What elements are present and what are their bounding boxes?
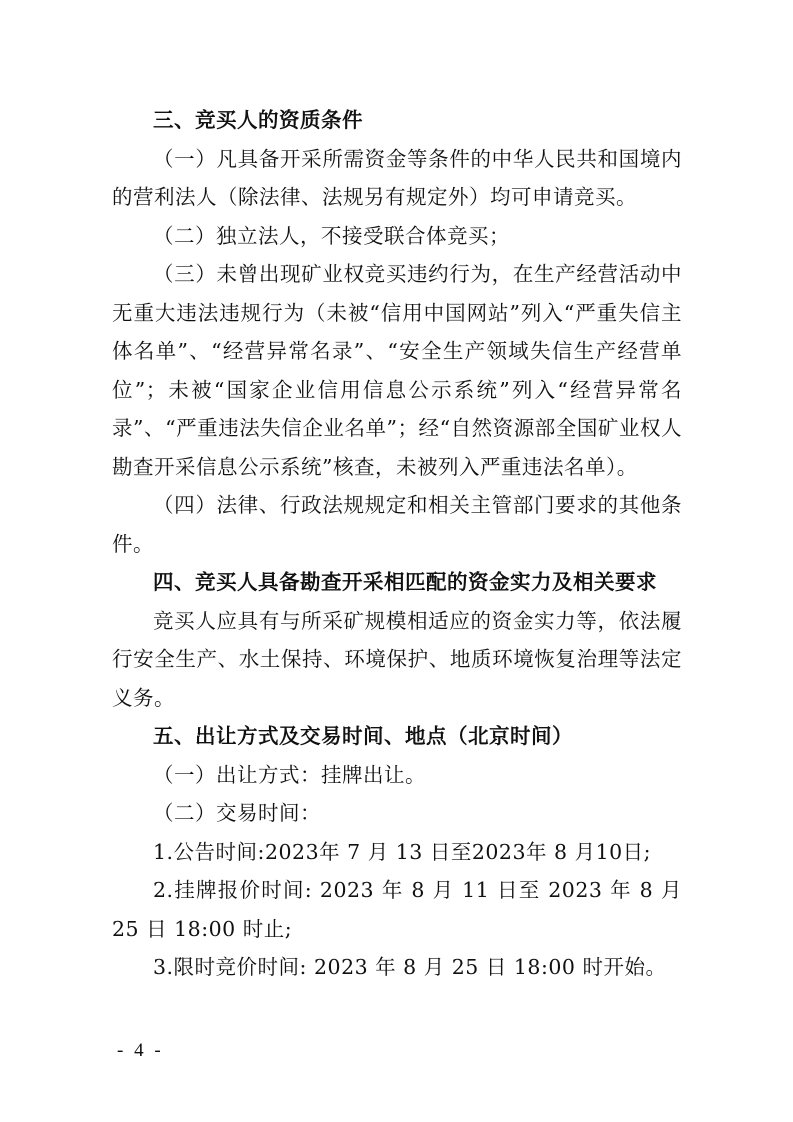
paragraph-item-4: （四）法律、行政法规规定和相关主管部门要求的其他条件。: [112, 493, 682, 556]
paragraph-trading-time: （二）交易时间：: [153, 801, 321, 825]
section-heading-financial: 四、竞买人具备勘查开采相匹配的资金实力及相关要求: [153, 570, 657, 594]
paragraph-listing-time: 2.挂牌报价时间: 2023 年 8 月 11 日至 2023 年 8 月 25 日 18:00 时止;: [112, 878, 682, 941]
section-heading-transfer: 五、出让方式及交易时间、地点（北京时间）: [153, 724, 573, 748]
section-heading-qualifications: 三、竞买人的资质条件: [153, 108, 363, 132]
page-number: - 4 -: [117, 1040, 164, 1061]
paragraph-announcement-time: 1.公告时间:2023年 7 月 13 日至2023年 8 月10日;: [153, 839, 652, 864]
paragraph-item-1: （一）凡具备开采所需资金等条件的中华人民共和国境内的营利法人（除法律、法规另有规定外）均可申请竞买。: [112, 146, 682, 209]
paragraph-transfer-method: （一）出让方式：挂牌出让。: [153, 762, 426, 787]
paragraph-item-2: （二）独立法人，不接受联合体竞买；: [153, 223, 510, 248]
paragraph-item-3: （三）未曾出现矿业权竞买违约行为，在生产经营活动中无重大违法违规行为（未被“信用中国网站”列入“严重失信主体名单”、“经营异常名录”、“安全生产领域失信生产经营单位”；未被“国家企业信用信息公示系统”列入“经营异常名录”、“严重违法失信企业名单”；经“自然资源部全国矿业权人勘查开采信息公示系统”核查，未被列入严重违法名单）。: [112, 262, 682, 479]
document-body: [112, 101, 682, 987]
paragraph-financial: 竞买人应具有与所采矿规模相适应的资金实力等，依法履行安全生产、水土保持、环境保护、地质环境恢复治理等法定义务。: [112, 608, 682, 710]
paragraph-auction-time: 3.限时竞价时间: 2023 年 8 月 25 日 18:00 时开始。: [153, 955, 667, 979]
